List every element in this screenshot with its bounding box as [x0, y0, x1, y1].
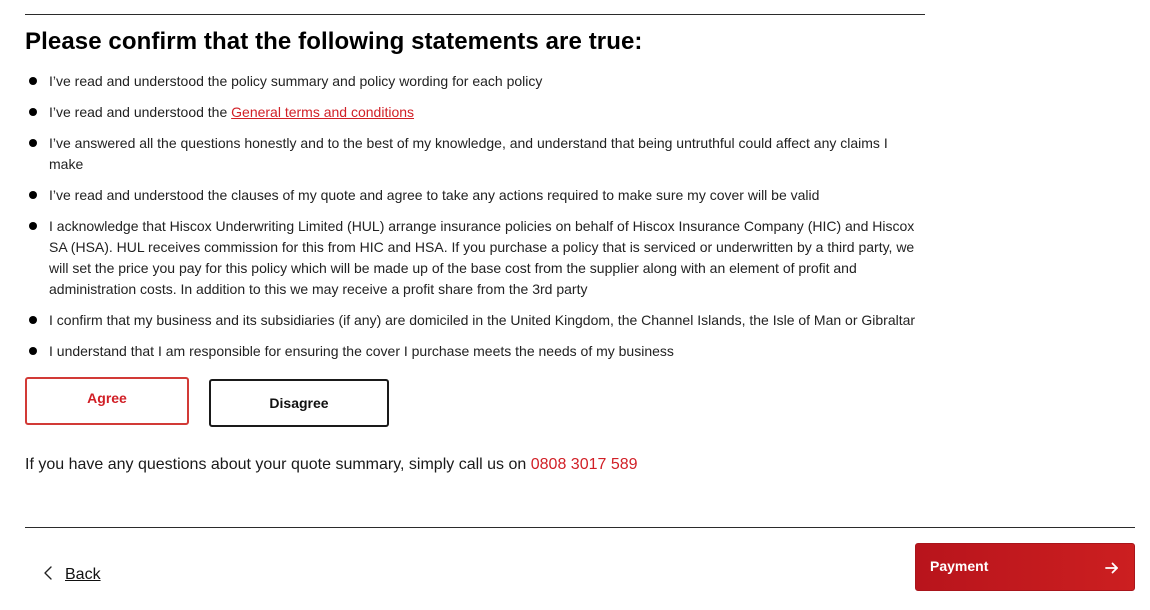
statement-item: [25, 216, 925, 300]
agree-button[interactable]: Agree: [25, 377, 189, 425]
top-divider: [25, 14, 925, 15]
back-label: Back: [65, 566, 101, 583]
statement-text: I’ve read and understood the policy summary and policy wording for each policy: [49, 73, 543, 89]
payment-button[interactable]: [915, 543, 1135, 591]
page-heading: Please confirm that the following statements are true:: [25, 28, 643, 55]
statement-item: [25, 341, 925, 362]
bottom-divider: [25, 527, 1135, 528]
statement-text: I’ve read and understood the clauses of my quote and agree to take any actions required to make sure my cover will be valid: [49, 187, 820, 203]
bullet-dot-icon: [29, 108, 37, 116]
statement-item: [25, 71, 925, 92]
statement-text: I’ve answered all the questions honestly and to the best of my knowledge, and understand that being untruthful could affect any claims I make: [49, 135, 888, 172]
bullet-dot-icon: [29, 347, 37, 355]
statement-text: I’ve read and understood the: [49, 104, 232, 120]
phone-link[interactable]: 0808 3017 589: [530, 456, 638, 473]
disagree-button[interactable]: Disagree: [209, 379, 389, 427]
statement-item: [25, 133, 925, 175]
statement-text: I understand that I am responsible for ensuring the cover I purchase meets the needs of my business: [49, 343, 674, 359]
statement-text: I confirm that my business and its subsidiaries (if any) are domiciled in the United Kingdom, the Channel Islands, the Isle of Man or Gibraltar: [49, 312, 916, 328]
contact-line: [25, 456, 638, 474]
chevron-left-icon: [40, 564, 58, 582]
statement-item: [25, 102, 925, 123]
bullet-dot-icon: [29, 316, 37, 324]
statement-text: I acknowledge that Hiscox Underwriting Limited (HUL) arrange insurance policies on behalf of Hiscox Insurance Company (HIC) and Hiscox SA (HSA). HUL receives commission for this from HIC and HSA. If you purchase a policy that is serviced or underwritten by a third party, we will set the price you pay for this policy which will be made up of the base cost from the supplier along with an element of profit and administration costs. In addition to this we may receive a profit share from the 3rd party: [49, 218, 915, 297]
payment-label: Payment: [930, 558, 989, 574]
arrow-right-icon: [1104, 560, 1120, 576]
bullet-dot-icon: [29, 139, 37, 147]
bullet-dot-icon: [29, 222, 37, 230]
bullet-dot-icon: [29, 191, 37, 199]
contact-text: If you have any questions about your quote summary, simply call us on: [25, 456, 531, 473]
statements-list: [25, 71, 925, 372]
bullet-dot-icon: [29, 77, 37, 85]
general-terms-link[interactable]: General terms and conditions: [231, 104, 415, 120]
statement-item: [25, 185, 925, 206]
statement-item: [25, 310, 925, 331]
back-link[interactable]: [40, 562, 101, 584]
